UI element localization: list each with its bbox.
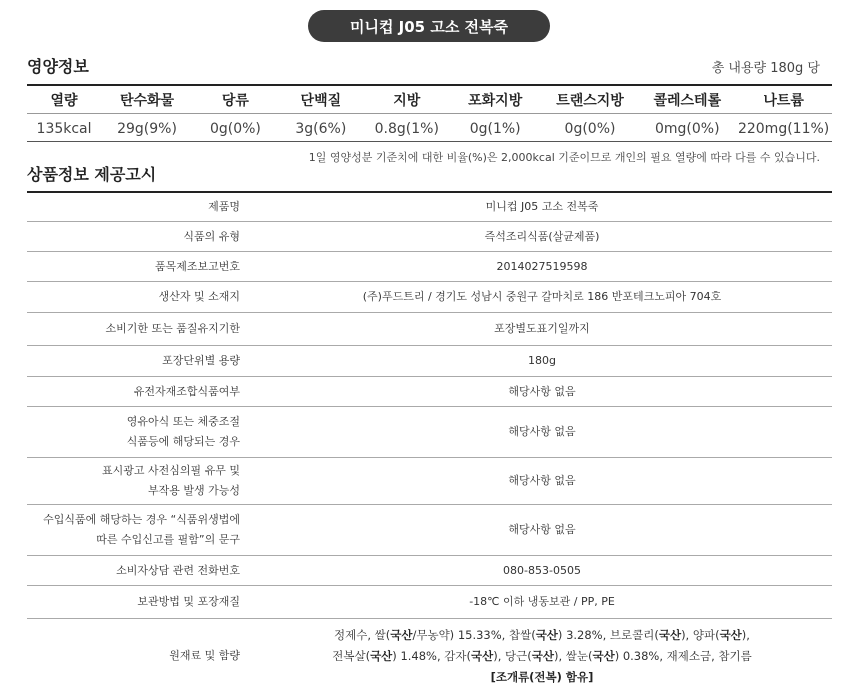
table-row bbox=[27, 377, 832, 407]
row-value-gmo: 해당사항 없음 bbox=[508, 384, 576, 398]
ingredients-line-2: 전복살(국산) 1.48%, 감자(국산), 당근(국산), 쌀눈(국산) 0.38%, 재제소금, 참기름 bbox=[332, 648, 752, 663]
nutrition-value-saturated-fat: 0g(1%) bbox=[469, 120, 521, 137]
row-label-food-type: 식품의 유형 bbox=[183, 229, 240, 243]
row-label-ingredients: 원재료 및 함량 bbox=[169, 649, 240, 662]
table-row bbox=[27, 193, 832, 222]
table-row bbox=[27, 222, 832, 252]
row-value-import-notice: 해당사항 없음 bbox=[508, 523, 576, 536]
nutrition-footnote: 1일 영양성분 기준치에 대한 비율(%)은 2,000kcal 기준이므로 개인의 필요 열량에 따라 다를 수 있습니다. bbox=[308, 151, 820, 164]
nutrition-value-row bbox=[27, 114, 832, 143]
row-label-infant-diet bbox=[27, 407, 252, 457]
nutrition-value-protein: 3g(6%) bbox=[295, 120, 347, 137]
row-label-import-notice bbox=[27, 505, 252, 555]
table-row bbox=[27, 556, 832, 586]
row-label-infant-diet-line1: 영유아식 또는 체중조절 bbox=[126, 415, 240, 428]
row-label-customer-phone: 소비자상담 관련 전화번호 bbox=[116, 563, 240, 577]
row-label-infant-diet-line2: 식품등에 해당되는 경우 bbox=[126, 435, 240, 448]
nutrition-total-amount: 총 내용량 180g 당 bbox=[711, 61, 820, 76]
row-value-ad-review: 해당사항 없음 bbox=[508, 474, 576, 487]
table-row bbox=[27, 619, 832, 688]
nutrition-header-trans-fat: 트랜스지방 bbox=[556, 92, 624, 109]
row-value-infant-diet: 해당사항 없음 bbox=[508, 425, 576, 438]
nutrition-header-protein: 단백질 bbox=[300, 92, 342, 109]
row-label-package-capacity: 포장단위별 용량 bbox=[162, 354, 240, 367]
product-title: 미니컵 J05 고소 전복죽 bbox=[349, 17, 509, 36]
row-label-ad-review bbox=[27, 458, 252, 504]
nutrition-title: 영양정보 bbox=[27, 57, 89, 76]
nutrition-value-fat: 0.8g(1%) bbox=[374, 120, 439, 137]
row-label-product-name: 제품명 bbox=[208, 200, 240, 213]
nutrition-header-carbs: 탄수화물 bbox=[119, 92, 175, 109]
nutrition-value-calories: 135kcal bbox=[36, 120, 92, 137]
table-row bbox=[27, 458, 832, 505]
table-row bbox=[27, 282, 832, 313]
ingredients-line-1: 정제수, 쌀(국산/무농약) 15.33%, 찹쌀(국산) 3.28%, 브로콜리(국산), 양파(국산), bbox=[334, 627, 750, 642]
row-value-storage: -18℃ 이하 냉동보관 / PP, PE bbox=[469, 595, 615, 608]
nutrition-value-carbs: 29g(9%) bbox=[117, 120, 177, 137]
row-label-gmo: 유전자재조합식품여부 bbox=[133, 384, 240, 398]
row-value-report-number: 2014027519598 bbox=[496, 259, 588, 273]
row-value-product-name: 미니컵 J05 고소 전복죽 bbox=[485, 200, 599, 213]
product-info-title: 상품정보 제공고시 bbox=[27, 165, 157, 184]
nutrition-value-cholesterol: 0mg(0%) bbox=[655, 120, 720, 137]
table-row bbox=[27, 505, 832, 556]
row-label-storage: 보관방법 및 포장재질 bbox=[137, 595, 240, 608]
nutrition-header-cholesterol: 콜레스테롤 bbox=[653, 92, 722, 109]
row-label-report-number: 품목제조보고번호 bbox=[154, 259, 240, 273]
nutrition-value-sodium: 220mg(11%) bbox=[737, 120, 830, 137]
ingredients-allergen-line: [조개류(전복) 함유] bbox=[490, 669, 594, 684]
table-row bbox=[27, 252, 832, 282]
table-row bbox=[27, 407, 832, 458]
row-value-food-type: 즉석조리식품(살균제품) bbox=[484, 229, 600, 243]
row-label-import-notice-line2: 따른 수입신고를 필함”의 문구 bbox=[96, 533, 240, 546]
table-row bbox=[27, 313, 832, 346]
row-value-manufacturer: (주)푸드트리 / 경기도 성남시 중원구 갈마치로 186 반포테크노피아 704호 bbox=[362, 290, 722, 303]
row-label-ad-review-line1: 표시광고 사전심의필 유무 및 bbox=[101, 464, 240, 477]
nutrition-header-calories: 열량 bbox=[50, 92, 78, 109]
nutrition-value-trans-fat: 0g(0%) bbox=[564, 120, 616, 137]
row-label-manufacturer: 생산자 및 소재지 bbox=[158, 290, 240, 303]
nutrition-header-fat: 지방 bbox=[393, 92, 421, 109]
table-row bbox=[27, 346, 832, 377]
product-info-table bbox=[27, 191, 832, 688]
row-value-package-capacity: 180g bbox=[528, 354, 556, 367]
row-value-ingredients bbox=[252, 619, 832, 688]
row-value-expiry: 포장별도표기일까지 bbox=[494, 322, 590, 335]
row-label-ad-review-line2: 부작용 발생 가능성 bbox=[147, 484, 240, 497]
product-title-pill bbox=[308, 10, 550, 42]
nutrition-value-sugars: 0g(0%) bbox=[209, 120, 261, 137]
row-value-customer-phone: 080-853-0505 bbox=[503, 563, 581, 577]
nutrition-table bbox=[27, 84, 832, 142]
nutrition-header-row bbox=[27, 86, 832, 114]
row-label-expiry: 소비기한 또는 품질유지기한 bbox=[105, 322, 240, 335]
nutrition-header-saturated-fat: 포화지방 bbox=[468, 92, 523, 109]
table-row bbox=[27, 586, 832, 619]
nutrition-header-sugars: 당류 bbox=[221, 92, 249, 109]
row-label-import-notice-line1: 수입식품에 해당하는 경우 “식품위생법에 bbox=[43, 513, 240, 526]
nutrition-header-sodium: 나트륨 bbox=[763, 92, 804, 109]
